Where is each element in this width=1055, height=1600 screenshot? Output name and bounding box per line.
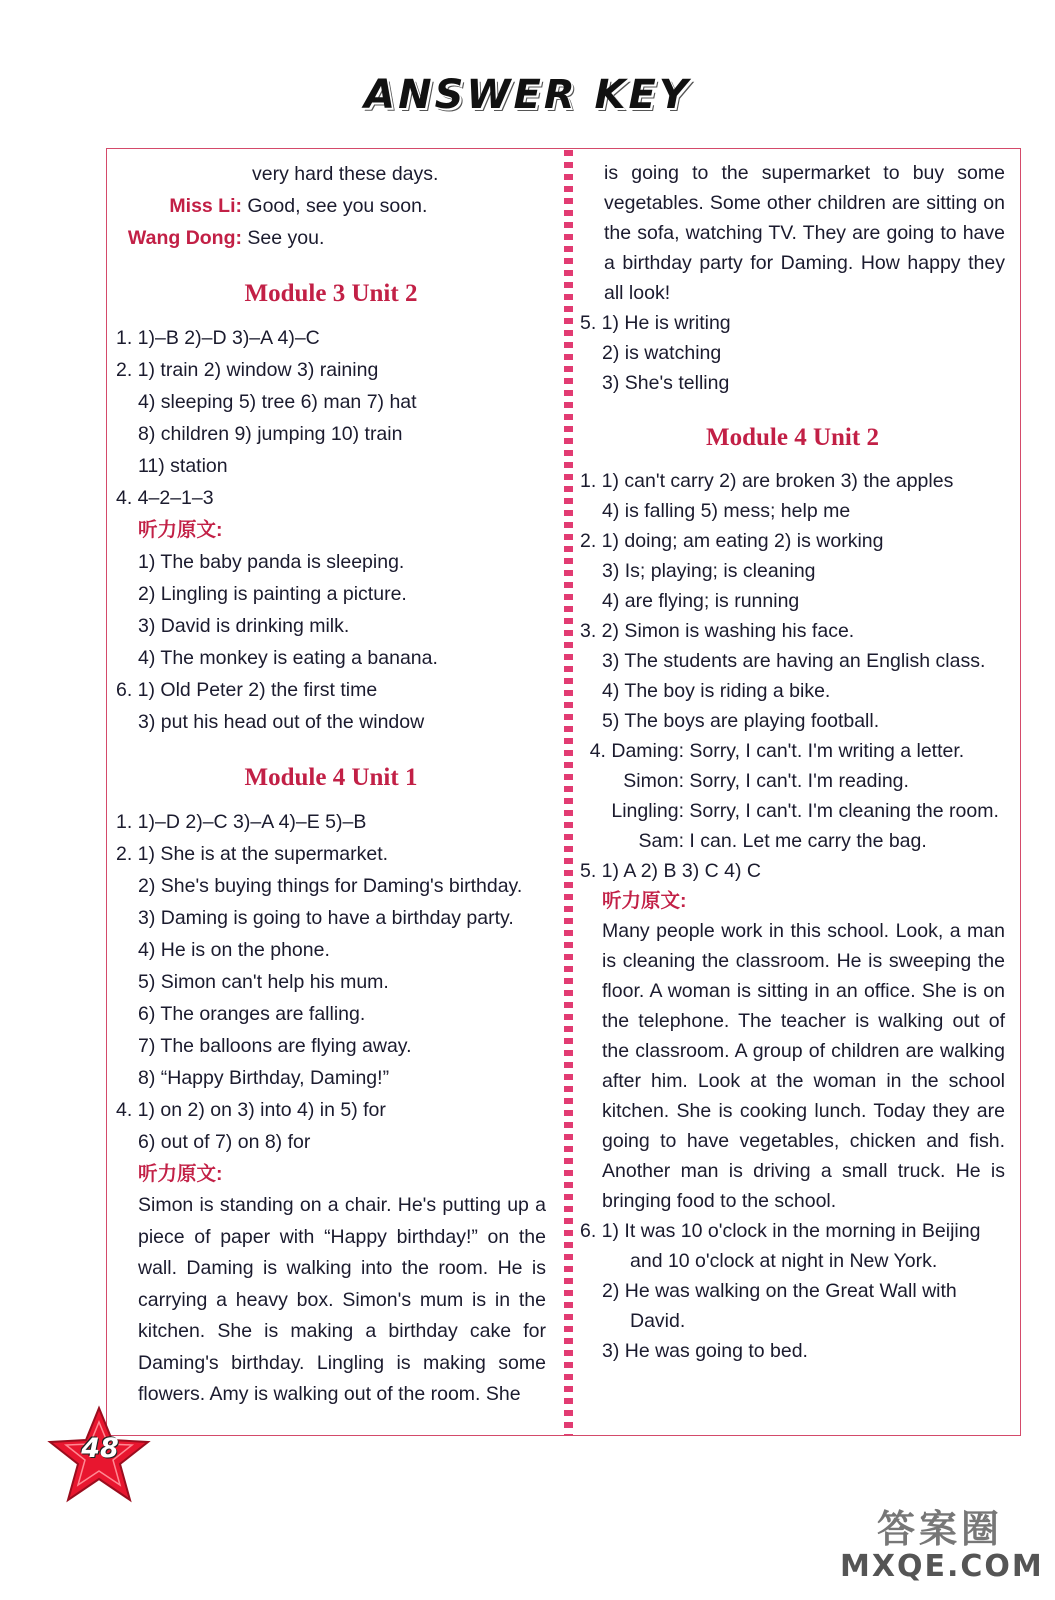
answer-line: and 10 o'clock at night in New York. (630, 1250, 938, 1272)
answer-line: 6. 1) Old Peter 2) the first time (116, 679, 378, 701)
answer-line: 5. 1) He is writing (580, 312, 731, 334)
section-heading: Module 4 Unit 1 (244, 764, 418, 791)
dialogue-line (580, 736, 1005, 766)
answer-line: 2. 1) train 2) window 3) raining (116, 359, 379, 381)
watermark-url: MXQE.COM (840, 1549, 1044, 1584)
listening-label: 听力原文: (602, 890, 687, 912)
answer-line: 4) The boy is riding a bike. (602, 680, 831, 702)
dialogue-text: Sorry, I can't. I'm writing a letter. (689, 740, 965, 762)
speaker-label: Simon: (623, 770, 684, 792)
transcript-passage: Simon is standing on a chair. He's putting up a piece of paper with “Happy birthday!” on the wall. Daming is walking into the room. He is carrying a heavy box. Simon's mum is in the kitchen. She is making a birthday cake for Daming's birthday. Lingling is making some flowers. Amy is walking out of the room. She (138, 1194, 546, 1405)
dialogue-text: See you. (247, 227, 325, 249)
answer-line: 2. 1) doing; am eating 2) is working (580, 530, 884, 552)
answer-line: 4) is falling 5) mess; help me (602, 500, 851, 522)
answer-line: 5) The boys are playing football. (602, 710, 880, 732)
answer-line: 1. 1)–D 2)–C 3)–A 4)–E 5)–B (116, 811, 367, 833)
answer-line: 4) sleeping 5) tree 6) man 7) hat (138, 391, 417, 413)
answer-line: 3) put his head out of the window (138, 711, 425, 733)
answer-line: 6) The oranges are falling. (138, 1003, 366, 1025)
speaker-label: Lingling: (611, 800, 684, 822)
answer-line: 8) “Happy Birthday, Daming!” (138, 1067, 390, 1089)
left-column (116, 158, 546, 1411)
answer-line: 5) Simon can't help his mum. (138, 971, 389, 993)
column-divider (564, 150, 573, 1435)
answer-line: 4) He is on the phone. (138, 939, 330, 961)
speaker-label: Miss Li: (169, 195, 242, 217)
answer-line: 3) The students are having an English class. (602, 650, 986, 672)
dialogue-line (580, 766, 1005, 796)
answer-line: 3. 2) Simon is washing his face. (580, 620, 855, 642)
transcript-line: 2) Lingling is painting a picture. (138, 583, 407, 605)
transcript-passage: Many people work in this school. Look, a man is cleaning the classroom. He is sweeping the floor. A woman is sitting in an office. She is on the telephone. The teacher is walking out of the classroom. A group of children are walking after him. Look at the woman in the school kitchen. She is cooking lunch. Today they are going to have vegetables, chicken and fish. Another man is driving a small truck. He is bringing food to the school. (602, 920, 1005, 1212)
transcript-passage: is going to the supermarket to buy some vegetables. Some other children are sitting on the sofa, watching TV. They are going to have a birthday party for Daming. How happy they all look! (604, 162, 1005, 304)
answer-line: 11) station (138, 455, 228, 477)
dialogue-line (116, 190, 546, 222)
transcript-line: 4) The monkey is eating a banana. (138, 647, 438, 669)
answer-line: 2. 1) She is at the supermarket. (116, 843, 389, 865)
page-number: 48 (81, 1433, 119, 1464)
dialogue-line (116, 222, 546, 254)
speaker-label: 4. Daming: (589, 740, 684, 762)
answer-line: 7) The balloons are flying away. (138, 1035, 412, 1057)
answer-line: 3) Is; playing; is cleaning (602, 560, 816, 582)
answer-line: 8) children 9) jumping 10) train (138, 423, 403, 445)
answer-line: 5. 1) A 2) B 3) C 4) C (580, 860, 761, 882)
dialogue-text: Sorry, I can't. I'm reading. (689, 770, 909, 792)
watermark-logo-text: 答案圈 (876, 1507, 1003, 1551)
answer-line: 2) He was walking on the Great Wall with (602, 1280, 957, 1302)
transcript-line: 3) David is drinking milk. (138, 615, 350, 637)
listening-label: 听力原文: (138, 1163, 223, 1185)
answer-line: 4. 4–2–1–3 (116, 487, 214, 509)
dialogue-text: Sorry, I can't. I'm cleaning the room. (689, 800, 999, 822)
dialogue-line (580, 796, 1005, 826)
watermark (840, 1498, 1044, 1584)
listening-label: 听力原文: (138, 519, 223, 541)
answer-line: 3) Daming is going to have a birthday party. (138, 907, 514, 929)
speaker-label: Wang Dong: (127, 227, 242, 249)
page-title: ANSWER KEY (364, 72, 691, 118)
answer-line: 2) is watching (602, 342, 722, 364)
answer-line: 6) out of 7) on 8) for (138, 1131, 311, 1153)
section-heading: Module 4 Unit 2 (706, 424, 879, 451)
answer-line: 3) She's telling (602, 372, 730, 394)
dialogue-text: Good, see you soon. (247, 195, 428, 217)
dialogue-line: very hard these days. (252, 163, 439, 185)
speaker-label: Sam: (638, 830, 684, 852)
dialogue-line (580, 826, 1005, 856)
answer-line: 1. 1)–B 2)–D 3)–A 4)–C (116, 327, 320, 349)
right-column (580, 158, 1005, 1366)
answer-line: 4) are flying; is running (602, 590, 800, 612)
answer-line: 1. 1) can't carry 2) are broken 3) the apples (580, 470, 954, 492)
dialogue-text: I can. Let me carry the bag. (689, 830, 927, 852)
answer-line: 6. 1) It was 10 o'clock in the morning in Beijing (580, 1220, 981, 1242)
transcript-line: 1) The baby panda is sleeping. (138, 551, 405, 573)
answer-line: 4. 1) on 2) on 3) into 4) in 5) for (116, 1099, 386, 1121)
section-heading: Module 3 Unit 2 (244, 280, 418, 307)
answer-line: 3) He was going to bed. (602, 1340, 808, 1362)
answer-line: 2) She's buying things for Daming's birthday. (138, 875, 523, 897)
answer-line: David. (630, 1310, 686, 1332)
